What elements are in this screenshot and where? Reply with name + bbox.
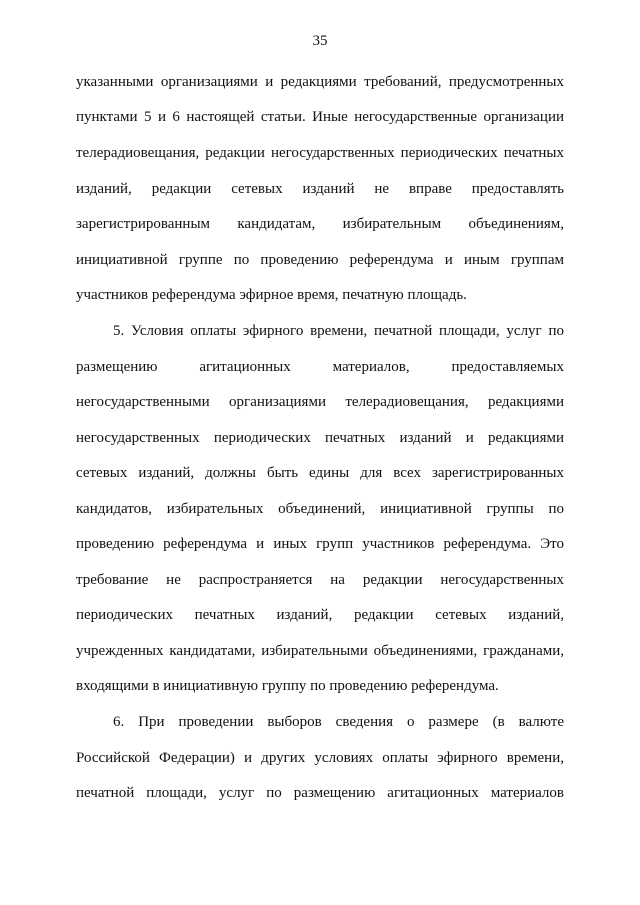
text-line-16: периодических печатных изданий, редакции сетевых изданий, bbox=[76, 607, 564, 623]
text-line-14: проведению референдума и иных групп участников референдума. Это bbox=[76, 536, 564, 552]
text-line-10: негосударственными организациями телерадиовещания, редакциями bbox=[76, 394, 564, 410]
text-line-5: зарегистрированным кандидатам, избирательным объединениям, bbox=[76, 216, 564, 232]
text-line-13: кандидатов, избирательных объединений, инициативной группы по bbox=[76, 501, 564, 517]
text-line-18: входящими в инициативную группу по проведению референдума. bbox=[76, 678, 499, 694]
text-line-3: телерадиовещания, редакции негосударственных периодических печатных bbox=[76, 145, 564, 161]
text-line-6: инициативной группе по проведению референдума и иным группам bbox=[76, 252, 564, 268]
text-line-8: 5. Условия оплаты эфирного времени, печатной площади, услуг по bbox=[113, 323, 564, 339]
text-line-1: указанными организациями и редакциями требований, предусмотренных bbox=[76, 74, 564, 90]
text-line-12: сетевых изданий, должны быть едины для всех зарегистрированных bbox=[76, 465, 564, 481]
text-line-11: негосударственных периодических печатных изданий и редакциями bbox=[76, 430, 564, 446]
text-line-2: пунктами 5 и 6 настоящей статьи. Иные негосударственные организации bbox=[76, 109, 564, 125]
text-line-4: изданий, редакции сетевых изданий не вправе предоставлять bbox=[76, 181, 564, 197]
text-line-7: участников референдума эфирное время, печатную площадь. bbox=[76, 287, 467, 303]
text-line-9: размещению агитационных материалов, предоставляемых bbox=[76, 359, 564, 375]
page-number: 35 bbox=[312, 33, 328, 49]
text-line-15: требование не распространяется на редакции негосударственных bbox=[76, 572, 564, 588]
text-line-19: 6. При проведении выборов сведения о размере (в валюте bbox=[113, 714, 564, 730]
text-line-17: учрежденных кандидатами, избирательными объединениями, гражданами, bbox=[76, 643, 564, 659]
text-line-21: печатной площади, услуг по размещению агитационных материалов bbox=[76, 785, 564, 801]
text-line-20: Российской Федерации) и других условиях оплаты эфирного времени, bbox=[76, 750, 564, 766]
